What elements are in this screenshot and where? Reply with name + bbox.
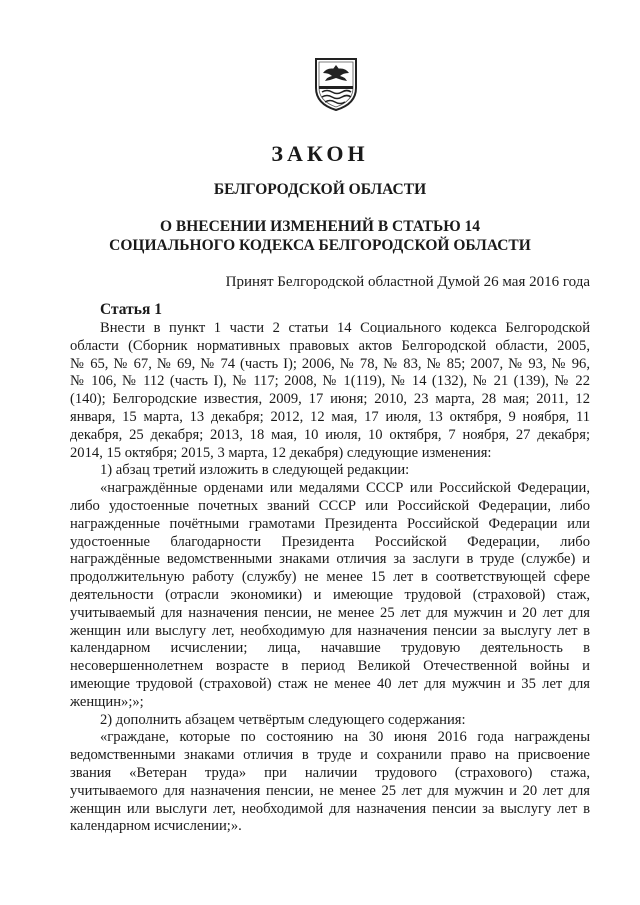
text-line: 2) дополнить абзацем четвёртым следующего содержания:: [100, 711, 466, 728]
text-line: награжденные почётными грамотами Президента Российской Федерации или: [70, 515, 590, 532]
text-line: декабря, 25 декабря; 2013, 18 мая, 10 июля, 10 октября, 7 ноября, 27 декабря;: [70, 426, 590, 443]
adoption-note: Принят Белгородской областной Думой 26 мая 2016 года: [225, 274, 590, 290]
text-line: женщин или выслугу лет, необходимую для назначения пенсии за выслугу лет в: [70, 622, 590, 639]
text-line: удостоенные благодарности Президента Российской Федерации, либо: [70, 533, 590, 550]
text-line: календарном исчислении;».: [70, 818, 242, 835]
item-2-heading: [70, 712, 590, 730]
text-line: ведомственными знаками отличия в труде и сохранили право на присвоение: [70, 747, 590, 764]
region-title: БЕЛГОРОДСКОЙ ОБЛАСТИ: [213, 181, 427, 198]
document-type-title: ЗАКОН: [271, 141, 369, 166]
text-line: либо удостоенные почетных званий СССР или Российской Федерации, либо: [70, 497, 590, 514]
text-line: продолжительную работу (службу) не менее 15 лет в соответствующей сфере: [70, 569, 590, 586]
text-line: календарном исчислении; лица, начавшие трудовую деятельность в: [70, 640, 590, 657]
article-title: Статья 1: [100, 301, 162, 318]
coat-of-arms-icon: [313, 56, 359, 112]
text-line: учитываемый для назначения пенсии, не менее 25 лет для мужчин и 20 лет для: [70, 604, 590, 621]
text-line: № 106, № 112 (часть I), № 117; 2008, № 1(119), № 14 (132), № 21 (139), № 22: [70, 373, 590, 390]
text-line: несовершеннолетнем возрасте в период Великой Отечественной войны и: [70, 658, 590, 675]
text-line: деятельности (отрасли экономики) и имеющие трудовой (страховой) стаж,: [70, 586, 590, 603]
text-line: имеющие трудовой (страховой) стаж не менее 40 лет для мужчин и 35 лет для: [70, 675, 590, 692]
text-line: 2014, 15 октября; 2015, 3 марта, 12 декабря) следующие изменения:: [70, 444, 492, 461]
law-subject-title: [0, 217, 640, 255]
text-line: женщин»;»;: [70, 693, 144, 710]
text-line: (140); Белгородские известия, 2009, 17 июня; 2010, 23 марта, 28 мая; 2011, 12: [70, 391, 590, 408]
text-line: «граждане, которые по состоянию на 30 июня 2016 года награждены: [100, 729, 590, 746]
text-line: 1) абзац третий изложить в следующей редакции:: [100, 462, 410, 479]
text-line: № 65, № 67, № 69, № 74 (часть I); 2006, № 78, № 83, № 85; 2007, № 93, № 96,: [70, 355, 590, 372]
subject-line: СОЦИАЛЬНОГО КОДЕКСА БЕЛГОРОДСКОЙ ОБЛАСТИ: [109, 237, 531, 254]
item-1-heading: [70, 462, 590, 480]
item-1-quote: [70, 480, 590, 711]
text-line: января, 15 марта, 13 декабря; 2012, 12 мая, 17 июля, 13 октября, 9 ноября, 11: [70, 408, 590, 425]
text-line: женщин или выслуги лет, необходимой для назначения пенсии за выслугу лет в: [70, 800, 590, 817]
text-line: учитываемого для назначения пенсии, не менее 25 лет для мужчин и 20 лет для: [70, 782, 590, 799]
text-line: Внести в пункт 1 части 2 статьи 14 Социального кодекса Белгородской: [100, 320, 590, 336]
text-line: области (Сборник нормативных правовых актов Белгородской области, 2005,: [70, 337, 590, 354]
intro-paragraph: [70, 320, 590, 462]
text-line: награждённые ведомственными знаками отличия за заслуги в труде (службе) и: [70, 551, 590, 568]
item-2-quote: [70, 729, 590, 836]
text-line: звания «Ветеран труда» при наличии трудового (страхового) стажа,: [70, 764, 590, 781]
article-body: [70, 320, 590, 836]
subject-line: О ВНЕСЕНИИ ИЗМЕНЕНИЙ В СТАТЬЮ 14: [159, 218, 481, 235]
text-line: «награждённые орденами или медалями СССР или Российской Федерации,: [100, 480, 590, 497]
